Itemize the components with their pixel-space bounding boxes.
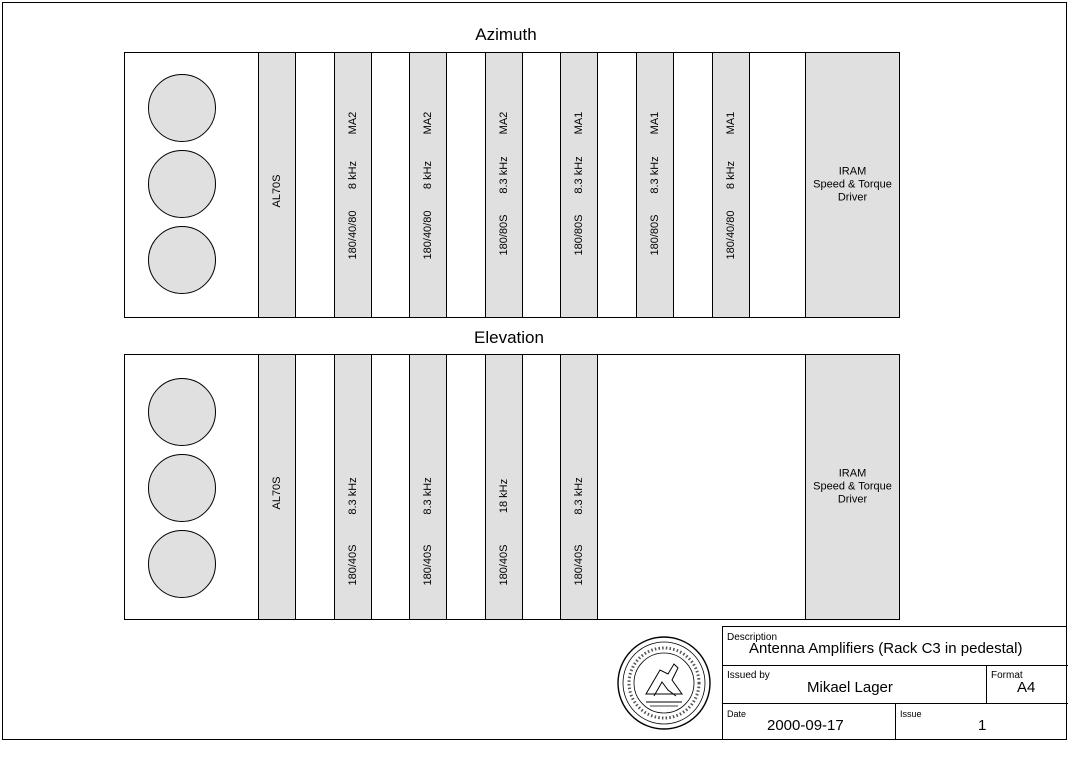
module-label: 8 kHz [347, 160, 359, 190]
driver-name: IRAM [838, 467, 867, 480]
module-label: 180/40S [422, 544, 434, 586]
module-label: 180/80S [649, 214, 661, 256]
module-label: 180/40/80 [422, 210, 434, 260]
amplifier-module [636, 53, 674, 317]
institute-seal-icon [616, 634, 712, 732]
module-label: 180/40S [498, 544, 510, 586]
issue-label: Issue [900, 709, 922, 719]
amplifier-module [560, 355, 598, 619]
fan-icon [148, 74, 216, 142]
issued-by-label: Issued by [727, 670, 770, 681]
module-label: 180/80S [498, 214, 510, 256]
azimuth-rack [124, 52, 900, 318]
title-block [722, 626, 1067, 740]
driver-line: Speed & Torque [813, 480, 892, 493]
fan-icon [148, 454, 216, 522]
module-label: MA2 [422, 111, 434, 135]
module-label: MA1 [649, 111, 661, 135]
driver-name: IRAM [838, 165, 867, 178]
module-label: 180/40S [573, 544, 585, 586]
description-value: Antenna Amplifiers (Rack C3 in pedestal) [749, 640, 1023, 657]
module-label: MA2 [347, 111, 359, 135]
amplifier-module [712, 53, 750, 317]
amplifier-module [485, 53, 523, 317]
elevation-title: Elevation [474, 328, 544, 347]
elevation-driver [805, 355, 899, 619]
issued-by-value: Mikael Lager [807, 679, 893, 696]
format-cell [987, 666, 1068, 704]
amplifier-module [409, 355, 447, 619]
module-label: MA1 [725, 111, 737, 135]
module-label: 180/40/80 [725, 210, 737, 260]
module-label: AL70S [271, 174, 283, 208]
amplifier-module [409, 53, 447, 317]
module-label: 8.3 kHz [649, 156, 661, 194]
driver-line: Speed & Torque [813, 178, 892, 191]
azimuth-title: Azimuth [475, 25, 537, 44]
amplifier-module [334, 53, 372, 317]
amplifier-module [334, 355, 372, 619]
module-label: 18 kHz [498, 478, 510, 514]
description-label: Description [727, 632, 778, 643]
module-label: 8.3 kHz [498, 156, 510, 194]
module-label: 8.3 kHz [573, 477, 585, 515]
fan-icon [148, 226, 216, 294]
module-label: 8.3 kHz [573, 156, 585, 194]
amplifier-module [258, 355, 296, 619]
issue-value: 1 [978, 717, 987, 734]
driver-line: Driver [837, 493, 868, 506]
module-label: 180/80S [573, 214, 585, 256]
module-label: AL70S [271, 476, 283, 510]
elevation-rack [124, 354, 900, 620]
module-label: 8 kHz [422, 160, 434, 190]
issue-cell [896, 704, 1068, 739]
fan-icon [148, 530, 216, 598]
amplifier-module [560, 53, 598, 317]
module-label: MA2 [498, 111, 510, 135]
module-label: 180/40S [347, 544, 359, 586]
module-label: 180/40/80 [347, 210, 359, 260]
date-cell [723, 704, 896, 739]
module-label: 8.3 kHz [347, 477, 359, 515]
azimuth-driver [805, 53, 899, 317]
date-value: 2000-09-17 [767, 717, 844, 734]
date-label: Date [727, 709, 747, 719]
description-cell [723, 627, 1068, 666]
format-label: Format [991, 670, 1023, 681]
fan-icon [148, 150, 216, 218]
module-label: 8 kHz [725, 160, 737, 190]
fan-icon [148, 378, 216, 446]
module-label: MA1 [573, 111, 585, 135]
amplifier-module [258, 53, 296, 317]
format-value: A4 [1017, 679, 1036, 696]
issued-by-cell [723, 666, 987, 704]
amplifier-module [485, 355, 523, 619]
driver-line: Driver [837, 191, 868, 204]
module-label: 8.3 kHz [422, 477, 434, 515]
